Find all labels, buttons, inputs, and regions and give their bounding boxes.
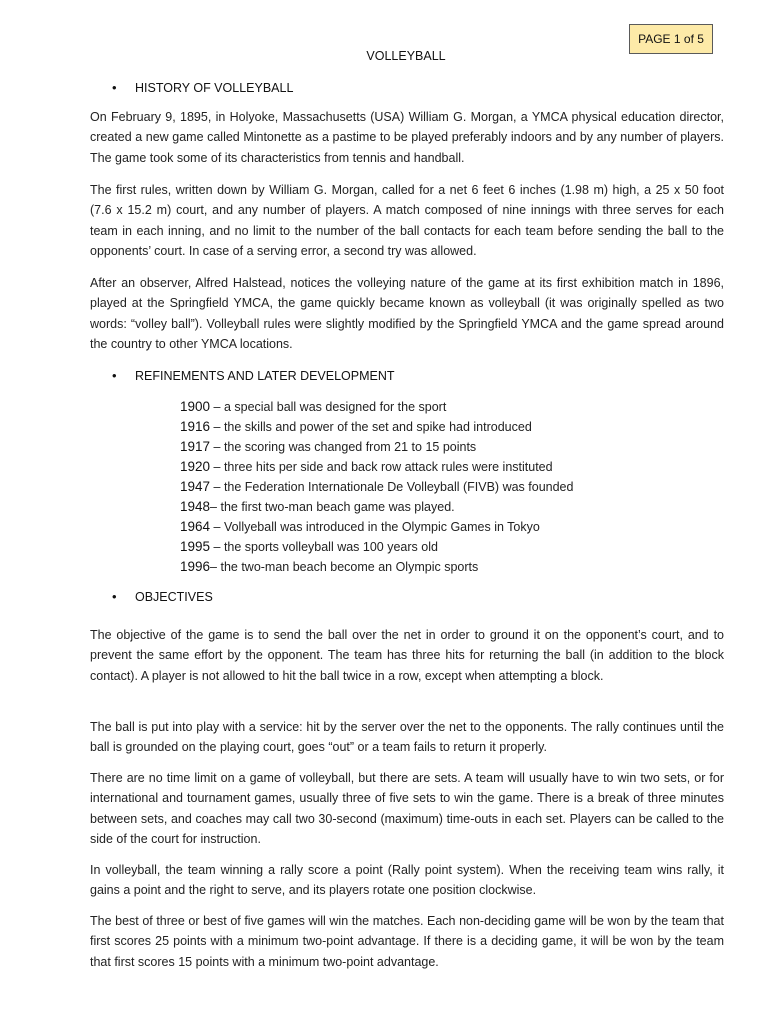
- bullet-icon: •: [112, 589, 117, 604]
- timeline-item: [180, 437, 573, 457]
- objectives-paragraph-2: The ball is put into play with a service: hit by the server over the net to the opponents. The rally continues until the ball is grounded on the playing court, goes “out” or a team fails to return it properly.: [90, 720, 724, 755]
- timeline-text: – the first two-man beach game was played.: [210, 500, 455, 514]
- timeline-text: – the skills and power of the set and spike had introduced: [210, 420, 532, 434]
- timeline-year: 1996: [180, 559, 211, 574]
- timeline-text: – the two-man beach become an Olympic sports: [210, 560, 479, 574]
- history-paragraph-1: On February 9, 1895, in Holyoke, Massachusetts (USA) William G. Morgan, a YMCA physical education director, created a new game called Mintonette as a pastime to be played preferably indoors and by any number of players. The game took some of its characteristics from tennis and handball.: [90, 110, 724, 165]
- timeline-item: [180, 397, 573, 417]
- timeline-year: 1917: [180, 439, 211, 454]
- timeline-text: – three hits per side and back row attack rules were instituted: [210, 460, 553, 474]
- timeline-text: – the Federation Internationale De Volleyball (FIVB) was founded: [210, 480, 574, 494]
- timeline-item: [180, 417, 573, 437]
- timeline-year: 1995: [180, 539, 211, 554]
- timeline-item: [180, 517, 573, 537]
- bullet-icon: •: [112, 368, 117, 383]
- timeline-year: 1916: [180, 419, 211, 434]
- timeline-year: 1900: [180, 399, 211, 414]
- timeline-item: [180, 497, 573, 517]
- timeline-item: [180, 537, 573, 557]
- section-heading-history-label: HISTORY OF VOLLEYBALL: [135, 81, 294, 95]
- page-number-badge: PAGE 1 of 5: [629, 24, 713, 54]
- section-heading-objectives: [112, 589, 213, 604]
- section-heading-refinements: [112, 368, 395, 383]
- section-heading-history: [112, 80, 293, 95]
- timeline-item: [180, 557, 573, 577]
- timeline-text: – Vollyeball was introduced in the Olympic Games in Tokyo: [210, 520, 540, 534]
- timeline-item: [180, 477, 573, 497]
- objectives-paragraph-4: In volleyball, the team winning a rally score a point (Rally point system). When the receiving team wins rally, it gains a point and the right to serve, and its players rotate one position clockwise.: [90, 863, 724, 898]
- objectives-paragraph-5: The best of three or best of five games will win the matches. Each non-deciding game will be won by the team that first scores 25 points with a minimum two-point advantage. If there is a deciding game, it will be won by the team that first scores 15 points with a minimum two-point advantage.: [90, 914, 724, 969]
- timeline-year: 1947: [180, 479, 211, 494]
- history-paragraph-2: The first rules, written down by William G. Morgan, called for a net 6 feet 6 inches (1.98 m) high, a 25 x 50 foot (7.6 x 15.2 m) court, and any number of players. A match composed of nine innings with three serves for each team in each inning, and no limit to the number of the ball contacts for each team before sending the ball to the opponents’ court. In case of a serving error, a second try was allowed.: [90, 183, 724, 258]
- timeline-text: – the scoring was changed from 21 to 15 points: [210, 440, 477, 454]
- timeline-year: 1948: [180, 499, 211, 514]
- history-paragraph-3: After an observer, Alfred Halstead, notices the volleying nature of the game at its first exhibition match in 1896, played at the Springfield YMCA, the game quickly became known as volleyball (it was originally spelled as two words: “volley ball”). Volleyball rules were slightly modified by the Springfield YMCA and the game spread around the country to other YMCA locations.: [90, 276, 724, 351]
- timeline-item: [180, 457, 573, 477]
- timeline-list: [180, 397, 573, 577]
- timeline-year: 1964: [180, 519, 211, 534]
- document-title: VOLLEYBALL: [366, 49, 446, 63]
- objectives-paragraph-1: The objective of the game is to send the ball over the net in order to ground it on the opponent’s court, and to prevent the same effort by the opponent. The team has three hits for returning the ball (in addition to the block contact). A player is not allowed to hit the ball twice in a row, except when attempting a block.: [90, 628, 724, 683]
- bullet-icon: •: [112, 80, 117, 95]
- objectives-paragraph-3: There are no time limit on a game of volleyball, but there are sets. A team will usually have to win two sets, or for international and tournament games, usually three of five sets to win the game. There is a break of three minutes between sets, and coaches may call two 30-second (maximum) time-outs in each set. Players can be called to the side of the court for instruction.: [90, 771, 724, 846]
- timeline-text: – the sports volleyball was 100 years old: [210, 540, 438, 554]
- section-heading-refinements-label: REFINEMENTS AND LATER DEVELOPMENT: [135, 369, 395, 383]
- timeline-text: – a special ball was designed for the sport: [210, 400, 447, 414]
- timeline-year: 1920: [180, 459, 211, 474]
- section-heading-objectives-label: OBJECTIVES: [135, 590, 213, 604]
